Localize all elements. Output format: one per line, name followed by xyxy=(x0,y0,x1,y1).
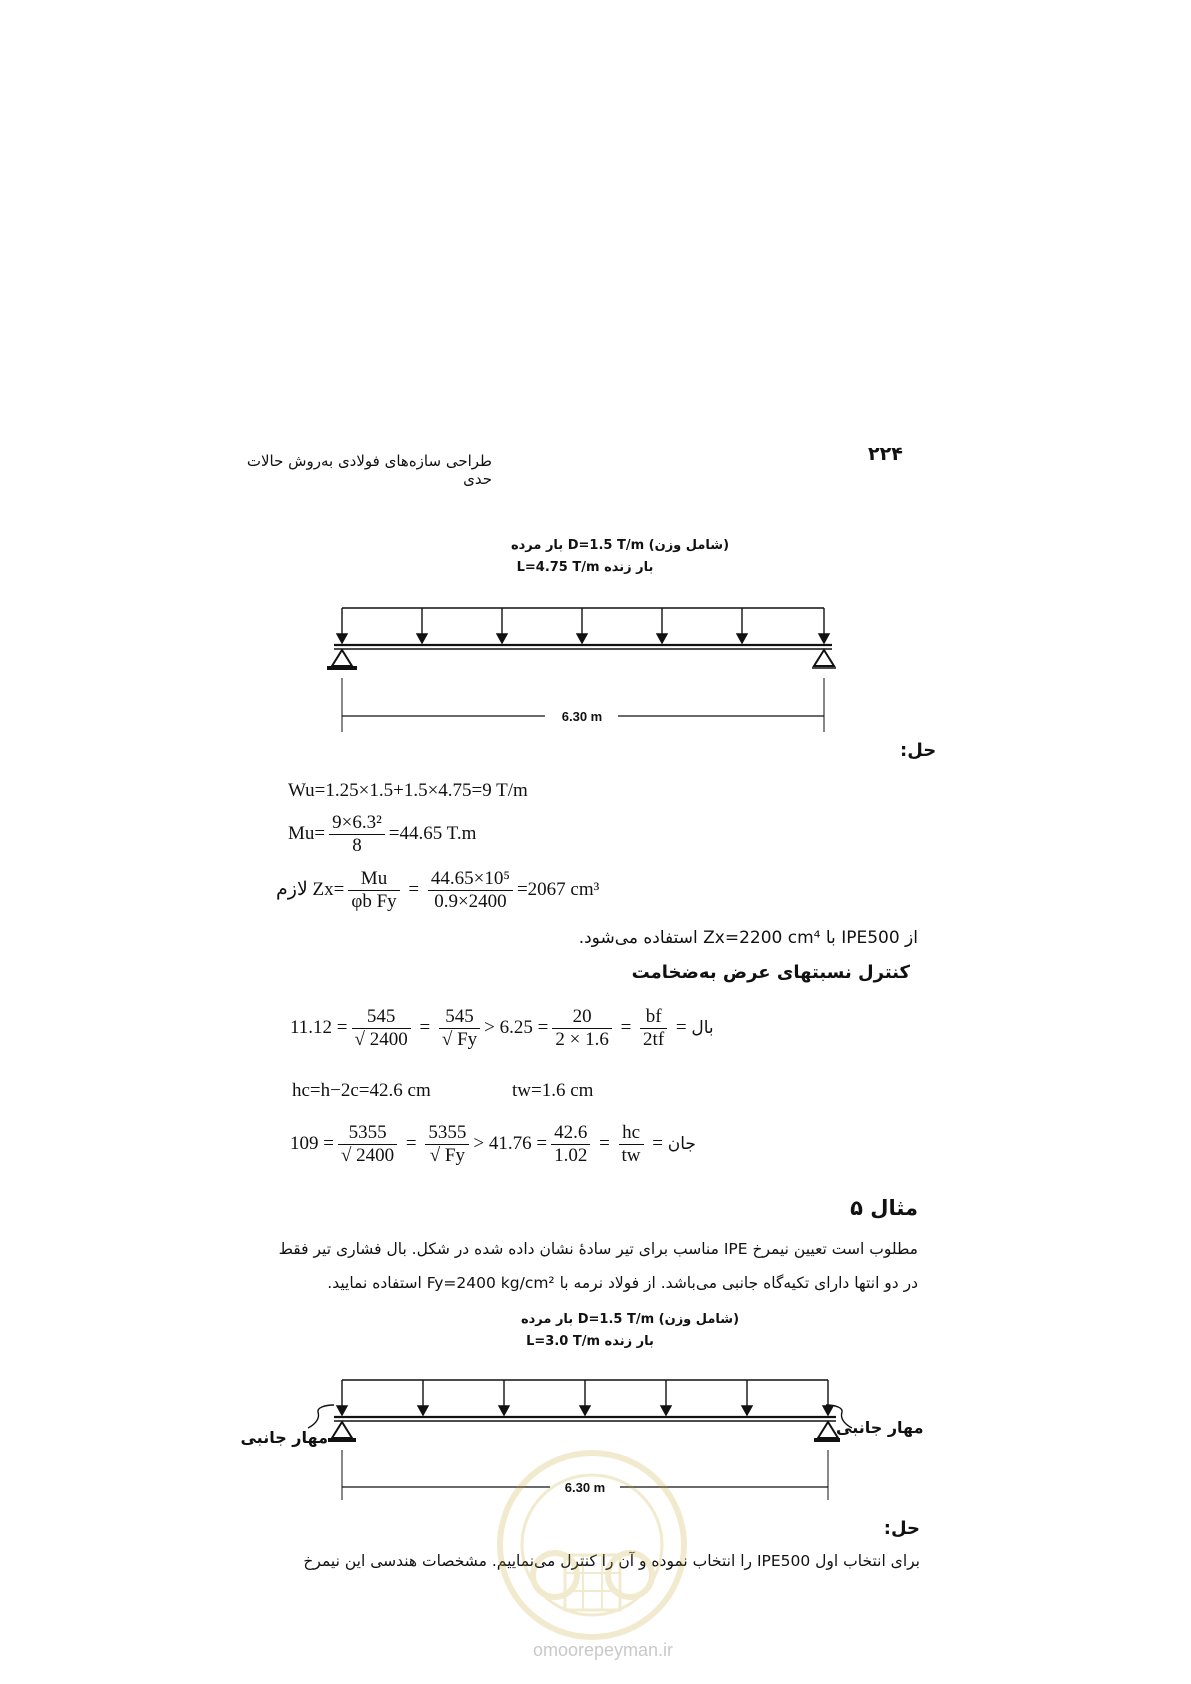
eq-hc: hc=h−2c=42.6 cm xyxy=(292,1080,431,1101)
eq-zx-den2: 0.9×2400 xyxy=(434,891,507,912)
eq-mu-rhs: =44.65 T.m xyxy=(388,822,477,844)
eq-zx-den1: φb Fy xyxy=(351,891,397,912)
web-num1: hc xyxy=(619,1122,644,1145)
flange-num1: bf xyxy=(640,1006,667,1029)
eq-mu-den: 8 xyxy=(352,835,362,856)
eq-mu-num: 9×6.3² xyxy=(329,812,385,835)
fig1-dead-load: (شامل وزن) D=1.5 T/m بار مرده xyxy=(510,538,730,553)
page-number: ۲۲۴ xyxy=(868,443,903,465)
brace-left-label: مهار جانبی xyxy=(240,1428,328,1447)
web-num2: 42.6 xyxy=(551,1122,590,1145)
web-rhs: = 109 xyxy=(290,1132,334,1154)
solution2-label: حل: xyxy=(883,1518,920,1539)
select-ipe500-text: از IPE500 با Zx=2200 cm⁴ استفاده می‌شود. xyxy=(578,928,918,948)
beam-diagram-1 xyxy=(320,598,840,733)
eq-web: جان = $\frac{hc}{tw}$ = $\frac{42.6}{1.02}$ = 41.76 < $\frac{5355}{√ Fy}$ = $\frac{5355}{√ 2400}$ = 109 xyxy=(290,1122,696,1166)
eq-tw: tw=1.6 cm xyxy=(512,1080,594,1101)
flange-label: بال xyxy=(691,1017,714,1038)
web-den1: tw xyxy=(621,1145,641,1166)
watermark-emblem xyxy=(485,1445,700,1645)
eq-zx: لازم Zx= $\frac{Mu}{\text{φb Fy}}$ = $\frac{\text{44.65×10⁵}}{0.9\times 2400}$ =2067 cm³ xyxy=(276,868,600,912)
flange-den1: 2tf xyxy=(643,1029,665,1050)
fig2-live-load: L=3.0 T/m بار زنده xyxy=(526,1334,654,1349)
solution2-text: برای انتخاب اول IPE500 را انتخاب نموده و آن را کنترل می‌نماییم. مشخصات هندسی این نیمرخ xyxy=(303,1552,920,1570)
fig1-live-load: L=4.75 T/m بار زنده xyxy=(516,560,654,575)
eq-zx-num2: 44.65×10⁵ xyxy=(428,868,513,891)
flange-num4: 545 xyxy=(352,1006,411,1029)
fig1-span-label: 6.30 m xyxy=(561,709,603,724)
flange-rhs: = 11.12 xyxy=(290,1016,348,1038)
example5-para-line2: در دو انتها دارای تکیه‌گاه جانبی می‌باشد. از فولاد نرمه با Fy=2400 kg/cm² استفاده نمایید. xyxy=(327,1274,918,1292)
flange-den2: 2 × 1.6 xyxy=(555,1029,609,1050)
eq-flange: بال = $\frac{bf}{2tf}$ = $\frac{20}{2 \times 1.6}$ = 6.25 < $\frac{545}{√ Fy}$ = $\frac{545}{√ 2400}$ = 11.12 xyxy=(290,1006,714,1050)
eq-mu xyxy=(288,812,476,857)
solution1-label: حل: xyxy=(900,740,937,761)
web-den2: 1.02 xyxy=(554,1145,588,1166)
brace-right-label: مهار جانبی xyxy=(836,1418,924,1437)
fig2-dead-load: (شامل وزن) D=1.5 T/m بار مرده xyxy=(520,1312,740,1327)
watermark-url: omoorepeyman.ir xyxy=(532,1640,674,1660)
web-num3: 5355 xyxy=(425,1122,469,1145)
web-mid: = 41.76 < xyxy=(473,1132,548,1154)
fig2-span-label: 6.30 m xyxy=(564,1480,606,1495)
eq-zx-rhs: =2067 cm³ xyxy=(516,878,600,900)
flange-den4: √ 2400 xyxy=(354,1029,408,1050)
flange-num3: 545 xyxy=(439,1006,480,1029)
web-den3: √ Fy xyxy=(429,1145,465,1166)
example5-title: مثال ۵ xyxy=(850,1196,918,1220)
example5-para-line1: مطلوب است تعیین نیمرخ IPE مناسب برای تیر سادهٔ نشان داده شده در شکل. بال فشاری تیر فقط xyxy=(278,1240,918,1258)
eq-wu: Wu=1.25×1.5+1.5×4.75=9 T/m xyxy=(288,780,528,801)
flange-den3: √ Fy xyxy=(441,1029,478,1050)
web-num4: 5355 xyxy=(338,1122,397,1145)
web-den4: √ 2400 xyxy=(340,1145,395,1166)
eq-mu-lhs: Mu= xyxy=(288,822,326,844)
check-title: کنترل نسبتهای عرض به‌ضخامت xyxy=(631,962,910,983)
book-title: طراحی سازه‌های فولادی به‌روش حالات حدی xyxy=(246,452,492,488)
flange-mid: = 6.25 < xyxy=(484,1016,549,1038)
eq-zx-lhs: لازم Zx= xyxy=(276,878,345,900)
eq-zx-num1: Mu xyxy=(348,868,399,891)
flange-num2: 20 xyxy=(552,1006,611,1029)
web-label: جان xyxy=(667,1133,696,1154)
